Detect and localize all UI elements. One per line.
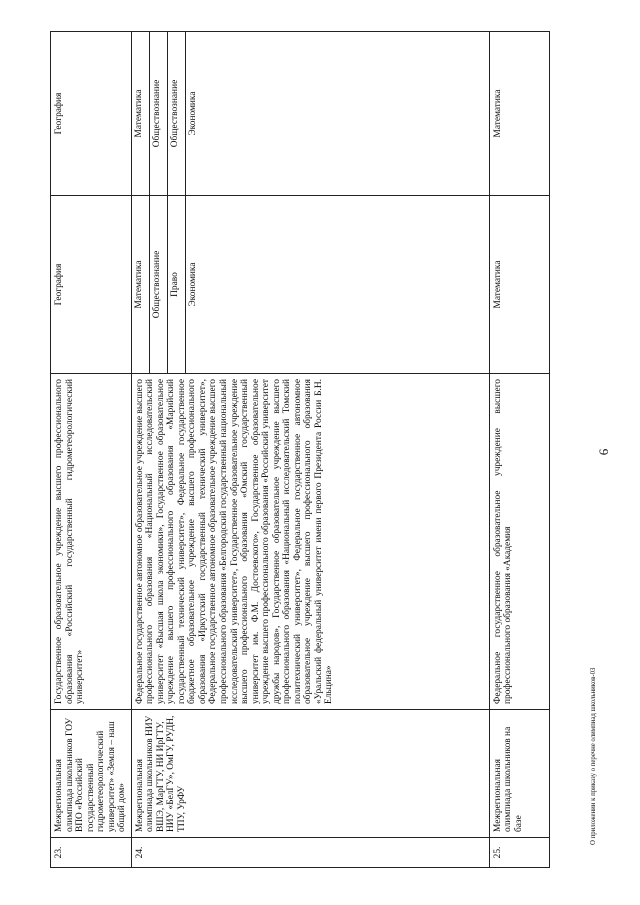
subject-cell [131,32,489,196]
subject-item: Математика [133,89,144,138]
olympiad-table [50,31,550,868]
table-row [131,32,489,868]
rotated-table-region [50,32,568,868]
profile-cell: Математика [489,196,549,374]
profile-item: Экономика [185,196,203,373]
table-row [489,32,549,868]
organizer-text: Государственное образовательное учреждение высшего профессионального образования «Российский государственный гидрометеорологический университет» [51,374,132,710]
profile-cell: География [51,196,132,374]
footer-note: О приложении к приказу о перечне олимпиад школьников-03 [590,667,597,845]
subject-item: Экономика [185,32,203,195]
organizer-text: Федеральное государственное образовательное учреждение высшего профессионального образования «Академия [489,374,549,710]
subject-item: Обществознание [167,32,185,195]
profile-item: Математика [133,260,144,309]
row-number: 24. [131,838,489,868]
organizer-text: Федеральное государственное автономное образовательное учреждение высшего профессионального образования «Национальный исследовательский университет «Высшая школа экономики», Государственное образовательное учреждение высшего профессионального образования «Марийский государственный технический университет», Федеральное государственное бюджетное образовательное учреждение высшего профессионального образования «Иркутский государственный технический университет», Федеральное государственное автономное образовательное учреждение высшего профессионального образования «Белгородский государственный национальный исследовательский университет», Государственное образовательное учреждение высшего профессионального образования «Омский государственный университет им. Ф.М. Достоевского», Государственное образовательное учреждение высшего профессионального образования «Российский университет дружбы народов», Государственное образовательное учреждение высшего профессионального образования «Национальный исследовательский Томский политехнический университет», Федеральное государственное автономное образовательное учреждение высшего профессионального образования «Уральский федеральный университет имени первого Президента России Б.Н. Ельцина» [131,374,489,710]
table-row [51,32,132,868]
subject-cell: География [51,32,132,196]
olympiad-title: Межрегиональная олимпиада школьников НИУ ВШЭ, МарГТУ, НИ ИрГТУ, НИУ «БелГУ», ОмГУ, РУДН, ТПУ, УрФУ [131,710,489,838]
subject-item: Обществознание [149,32,167,195]
profile-item: Право [167,196,185,373]
row-number: 23. [51,838,132,868]
profile-item: Обществознание [149,196,167,373]
row-number: 25. [489,838,549,868]
olympiad-title: Межрегиональная олимпиада школьников ГОУ ВПО «Российский государственный гидрометеорологический университет» «Земля – наш общий дом» [51,710,132,838]
profile-cell [131,196,489,374]
subject-cell: Математика [489,32,549,196]
olympiad-title: Межрегиональная олимпиада школьников на базе [489,710,549,838]
page-number: 6 [596,448,611,456]
